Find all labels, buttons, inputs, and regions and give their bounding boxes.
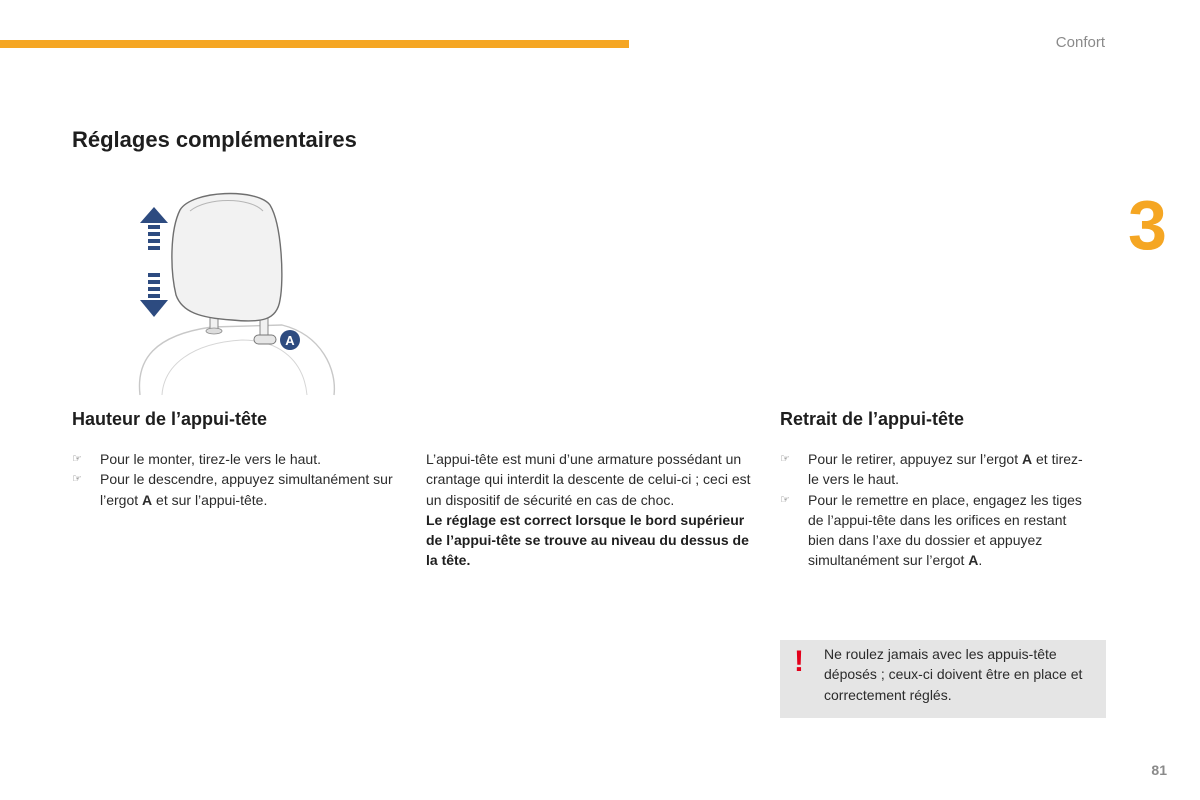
- page-title: Réglages complémentaires: [72, 127, 357, 152]
- warning-box: [780, 640, 1106, 718]
- list-retrait: [780, 449, 1085, 571]
- chapter-number: 3: [1128, 186, 1167, 264]
- heading-retrait: Retrait de l’appui-tête: [780, 409, 965, 429]
- warning-text: Ne roulez jamais avec les appuis-tête déposés ; ceux-ci doivent être en place et correctement réglés.: [824, 646, 1083, 703]
- header-accent-bar: [0, 40, 629, 48]
- list-item: ☞ Pour le descendre, appuyez simultanément sur l’ergot A et sur l’appui-tête.: [72, 469, 402, 510]
- list-item: ☞ Pour le retirer, appuyez sur l’ergot A et tirez-le vers le haut.: [780, 449, 1085, 490]
- latch-a: [254, 335, 276, 344]
- list-item: ☞ Pour le remettre en place, engagez les tiges de l’appui-tête dans les orifices en restant bien dans l’axe du dossier et appuyez simultanément sur l’ergot A.: [780, 490, 1085, 571]
- info-paragraph: L’appui-tête est muni d’une armature possédant un crantage qui interdit la descente de celui-ci ; ceci est un dispositif de sécurité en cas de choc. Le réglage est correct lorsque le bord supérieur de l’appui-tête se trouve au niveau du dessus de la tête.: [426, 451, 751, 569]
- list-item: ☞ Pour le monter, tirez-le vers le haut.: [72, 449, 402, 469]
- section-label: Confort: [1055, 34, 1105, 51]
- warning-icon: !: [794, 645, 804, 678]
- label-a-badge: A: [285, 333, 295, 348]
- page-number: 81: [1151, 762, 1167, 778]
- heading-hauteur: Hauteur de l’appui-tête: [72, 409, 268, 429]
- headrest-illustration: [132, 185, 342, 397]
- list-hauteur: [72, 449, 402, 510]
